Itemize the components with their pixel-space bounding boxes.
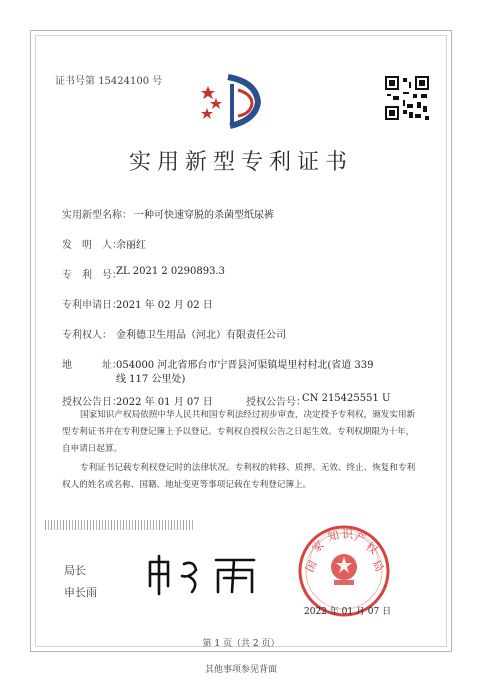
page-number: 第 1 页（共 2 页） xyxy=(202,639,280,649)
security-stripe xyxy=(45,520,195,530)
inventor-value: 余丽红 xyxy=(116,240,146,251)
director-title: 局长 xyxy=(64,564,86,577)
patentee-value: 金利德卫生用品（河北）有限责任公司 xyxy=(116,330,286,341)
svg-text:产: 产 xyxy=(353,530,368,546)
certificate-number-label: 证书号第 xyxy=(55,76,95,87)
certificate-title: 实用新型专利证书 xyxy=(128,150,353,175)
handwritten-signature-icon xyxy=(144,552,264,597)
legal-status-paragraph: 专利证书记载专利权登记时的法律状况。专利权的转移、质押、无效、终止、恢复和专利权人的姓名或名称、国籍、地址变更等事项记载在专利登记簿上。 xyxy=(62,463,416,490)
address-line-1: 054000 河北省邢台市宁晋县河渠镇堤里村村北(省道 339 xyxy=(116,360,374,371)
patent-number-value: ZL 2021 2 0290893.3 xyxy=(116,266,226,277)
svg-text:识: 识 xyxy=(342,528,353,541)
grant-date-label: 授权公告日： xyxy=(62,397,122,408)
address-label: 地 址： xyxy=(62,360,122,371)
inventor-label: 发 明 人： xyxy=(62,240,122,251)
address-line-2: 线 117 公里处) xyxy=(116,374,186,385)
grant-statement-paragraph: 国家知识产权局依照中华人民共和国专利法经过初步审查，决定授予专利权，颁发实用新型专利证书并在专利登记簿上予以登记。专利权自授权公告之日起生效。专利权期限为十年，自申请日起算。 xyxy=(62,410,416,454)
filing-date-label: 专利申请日： xyxy=(62,300,122,311)
grant-date-value: 2022 年 01 月 07 日 xyxy=(116,397,213,408)
certificate-number-suffix: 号 xyxy=(152,76,163,87)
grant-number-value: CN 215425551 U xyxy=(302,393,391,404)
patent-number-label: 专 利 号： xyxy=(62,270,122,281)
back-note: 其他事项参见背面 xyxy=(204,665,277,675)
patentee-label: 专利权人： xyxy=(62,330,112,341)
filing-date-value: 2021 年 02 月 02 日 xyxy=(116,300,213,311)
svg-text:家: 家 xyxy=(309,538,327,556)
svg-text:权: 权 xyxy=(363,539,380,557)
svg-text:国: 国 xyxy=(303,558,320,575)
utility-name-value: 一种可快速穿脱的杀菌型纸尿裤 xyxy=(134,210,274,221)
utility-name-label: 实用新型名称： xyxy=(62,210,132,221)
qr-code-icon xyxy=(385,76,429,120)
director-name: 申长雨 xyxy=(64,586,97,599)
svg-text:局: 局 xyxy=(369,558,387,575)
certificate-number xyxy=(55,72,162,87)
svg-text:知: 知 xyxy=(326,528,341,544)
grant-number-label: 授权公告号： xyxy=(246,397,306,408)
certificate-number-value: 15424100 xyxy=(98,76,150,87)
seal-date: 2022 年 01 月 07 日 xyxy=(304,607,392,617)
cnipa-logo-icon xyxy=(198,72,268,132)
